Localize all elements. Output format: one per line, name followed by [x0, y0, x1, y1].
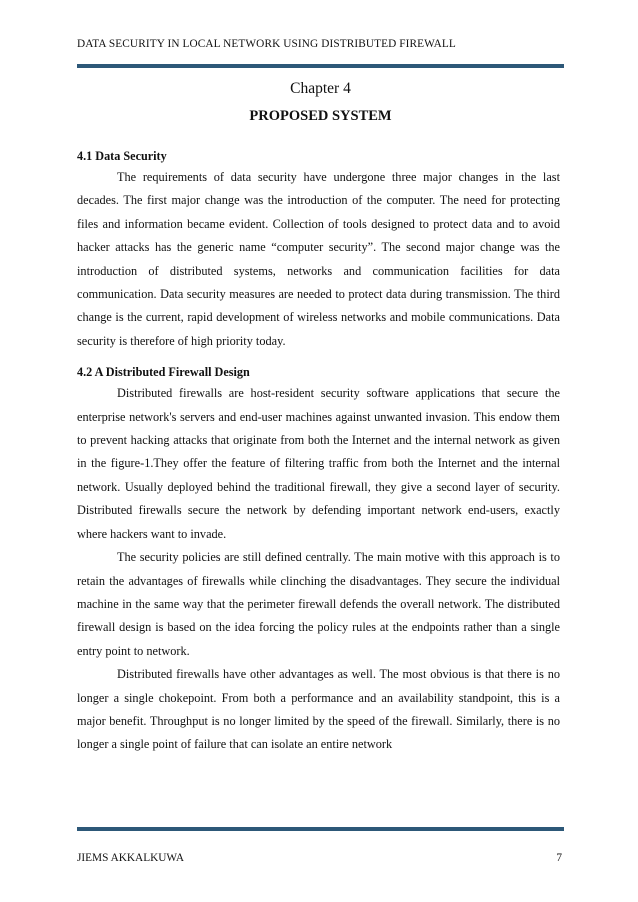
page-body [77, 146, 560, 757]
footer-institution: JIEMS AKKALKUWA [77, 852, 185, 864]
paragraph-data-security: The requirements of data security have undergone three major changes in the last decades. The first major change was the introduction of the computer. The need for protecting files and information became evident. Collection of tools designed to protect data and to avoid hacker attacks has the generic name “computer security”. The second major change was the introduction of distributed systems, networks and communication facilities for data communication. Data security measures are needed to protect data during transmission. The third change is the current, rapid development of wireless networks and mobile communications. Data security is therefore of high priority today. [77, 170, 560, 348]
paragraph-distributed-firewall-intro: Distributed firewalls are host-resident security software applications that secure the enterprise network's servers and end-user machines against unwanted invasion. This endow them to prevent hacking attacks that originate from both the Internet and the internal network as given in the figure-1.They offer the feature of filtering traffic from both the Internet and the internal network. Usually deployed behind the traditional firewall, they give a second layer of security. Distributed firewalls secure the network by defending important network end-users, exactly where hackers want to invade. [77, 386, 560, 541]
section-heading-data-security: 4.1 Data Security [77, 149, 167, 163]
header-divider [77, 64, 564, 68]
page-number: 7 [556, 852, 562, 864]
paragraph-security-policies: The security policies are still defined centrally. The main motive with this approach is to retain the advantages of firewalls while clinching the disadvantages. They secure the individual machine in the same way that the perimeter firewall defends the overall network. The distributed firewall design is based on the idea forcing the policy rules at the endpoints rather than a single entry point to network. [77, 550, 560, 658]
running-header: DATA SECURITY IN LOCAL NETWORK USING DISTRIBUTED FIREWALL [77, 38, 456, 50]
footer-divider [77, 827, 564, 831]
section-heading-distributed-firewall: 4.2 A Distributed Firewall Design [77, 365, 250, 380]
chapter-label: Chapter 4 [290, 80, 351, 97]
paragraph-advantages: Distributed firewalls have other advantages as well. The most obvious is that there is no longer a single chokepoint. From both a performance and an availability standpoint, this is a major benefit. Throughput is no longer limited by the speed of the firewall. Similarly, there is no longer a single point of failure that can isolate an entire network [77, 667, 560, 752]
chapter-title: PROPOSED SYSTEM [249, 108, 392, 124]
